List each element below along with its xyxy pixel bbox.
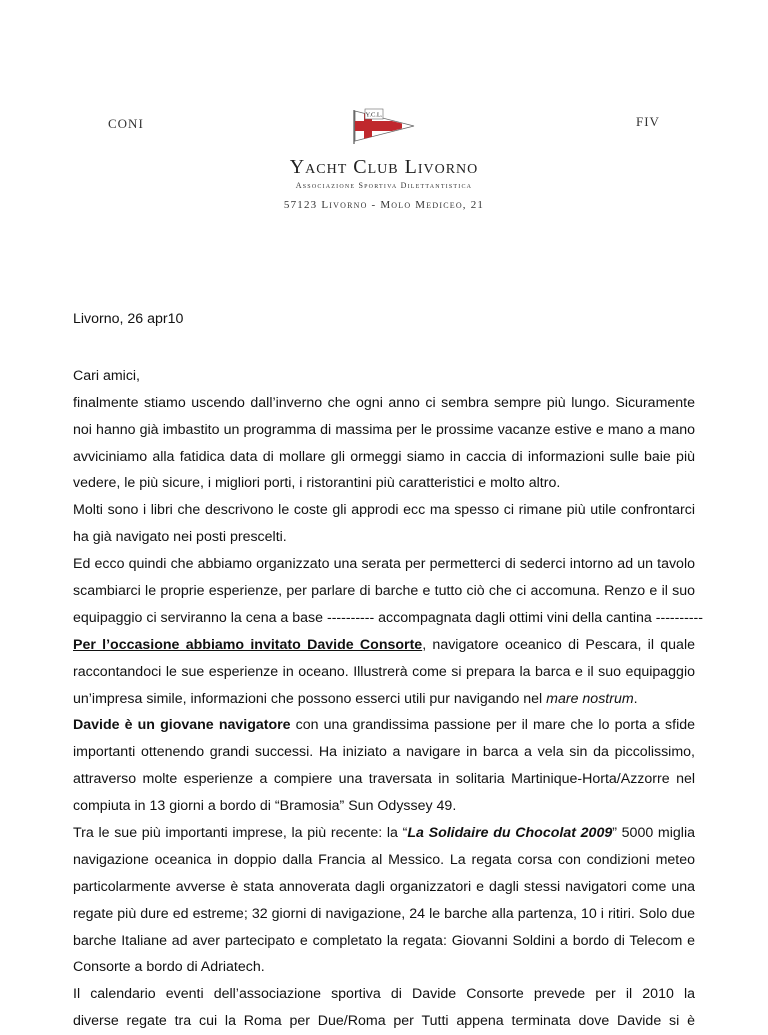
paragraph-line: equipaggio ci serviranno la cena a base ---------- accompagnata dagli ottimi vini della cantina ---------- xyxy=(73,609,704,626)
paragraph-line xyxy=(73,686,695,713)
letter-greeting: Cari amici, xyxy=(73,367,141,384)
letter-body xyxy=(73,306,704,1035)
paragraph-line xyxy=(73,632,695,659)
paragraph-line: vedere, le più sicure, i migliori porti, i ristorantini più caratteristici e molto altro. xyxy=(73,475,561,492)
paragraph-line: navigazione oceanica in doppio dalla Francia al Messico. La regata corsa con condizioni meteo xyxy=(73,851,695,868)
paragraph-line xyxy=(73,712,695,739)
paragraph-line: attraverso molte esperienze a compiere una traversata in solitaria Martinique-Horta/Azzorre nel xyxy=(73,771,695,788)
paragraph-line: particolarmente avverse è stata annoverata dagli organizzatori e dagli stessi navigatori come una xyxy=(73,878,695,895)
paragraph-line: scambiarci le proprie esperienze, per parlare di barche e tutto ciò che ci accomuna. Renzo e il suo xyxy=(73,583,695,600)
paragraph-line: avviciniamo alla fatidica data di mollare gli ormeggi siamo in caccia di informazioni sulle baie più xyxy=(73,448,695,465)
text-run: con una grandissima passione per il mare che lo porta a sfide xyxy=(295,717,695,734)
paragraph-line xyxy=(73,820,695,847)
paragraph-line: ha già navigato nei posti prescelti. xyxy=(73,529,287,546)
paragraph-line: Ed ecco quindi che abbiamo organizzato una serata per permetterci di sederci intorno ad un tavolo xyxy=(73,556,695,573)
paragraph-line: finalmente stiamo uscendo dall’inverno che ogni anno ci sembra sempre più lungo. Sicuramente xyxy=(73,394,695,411)
paragraph-line: importanti ottenendo grandi successi. Ha iniziato a navigare in barca a vela sin da piccolissimo, xyxy=(73,744,695,761)
paragraph-line: Consorte a bordo di Adriatech. xyxy=(73,959,265,976)
paragraph-line: raccontandoci le sue esperienze in oceano. Illustrerà come si prepara la barca e il suo equipaggio xyxy=(73,663,695,680)
text-run: un’impresa simile, informazioni che possono esserci utili pur navigando nel xyxy=(73,690,547,707)
paragraph-line: Molti sono i libri che descrivono le coste gli approdi ecc ma spesso ci rimane più utile confrontarci xyxy=(73,502,695,519)
club-address: 57123 Livorno - Molo Mediceo, 21 xyxy=(283,199,485,211)
paragraph-line: regate più dure ed estreme; 32 giorni di navigazione, 24 le barche alla partenza, 10 i ritiri. Solo due xyxy=(73,905,695,922)
navigator-highlight: Davide è un giovane navigatore xyxy=(73,717,291,734)
mare-nostrum-text: mare nostrum xyxy=(546,690,634,707)
coni-label: CONI xyxy=(108,116,144,131)
club-name: Yacht Club Livorno xyxy=(289,156,479,178)
regatta-name: La Solidaire du Chocolat 2009 xyxy=(407,825,613,842)
fiv-label: FIV xyxy=(636,114,660,129)
text-run: ” 5000 miglia xyxy=(612,825,695,842)
text-run: Tra le sue più importanti imprese, la più recente: la “ xyxy=(73,825,408,842)
invited-guest-highlight: Per l’occasione abbiamo invitato Davide Consorte xyxy=(73,636,423,653)
paragraph-line: diverse regate tra cui la Roma per Due/Roma per Tutti appena terminata dove Davide si è xyxy=(73,1013,695,1030)
text-run: . xyxy=(633,690,638,707)
paragraph-line: compiuta in 13 giorni a bordo di “Bramosia” Sun Odyssey 49. xyxy=(73,798,457,815)
club-burgee-icon xyxy=(352,108,416,146)
paragraph-line: barche Italiane ad aver partecipato e completato la regata: Giovanni Soldini a bordo di Telecom e xyxy=(73,932,695,949)
paragraph-line: noi hanno già imbastito un programma di massima per le prossime vacanze estive e mano a mano xyxy=(73,421,695,438)
association-label: Associazione Sportiva Dilettantistica xyxy=(295,181,473,190)
burgee-text: Y.C.L. xyxy=(365,111,383,119)
text-run: , navigatore oceanico di Pescara, il quale xyxy=(422,636,695,653)
paragraph-line: Il calendario eventi dell’associazione sportiva di Davide Consorte prevede per il 2010 la xyxy=(73,986,695,1003)
letter-date: Livorno, 26 apr10 xyxy=(73,311,184,327)
